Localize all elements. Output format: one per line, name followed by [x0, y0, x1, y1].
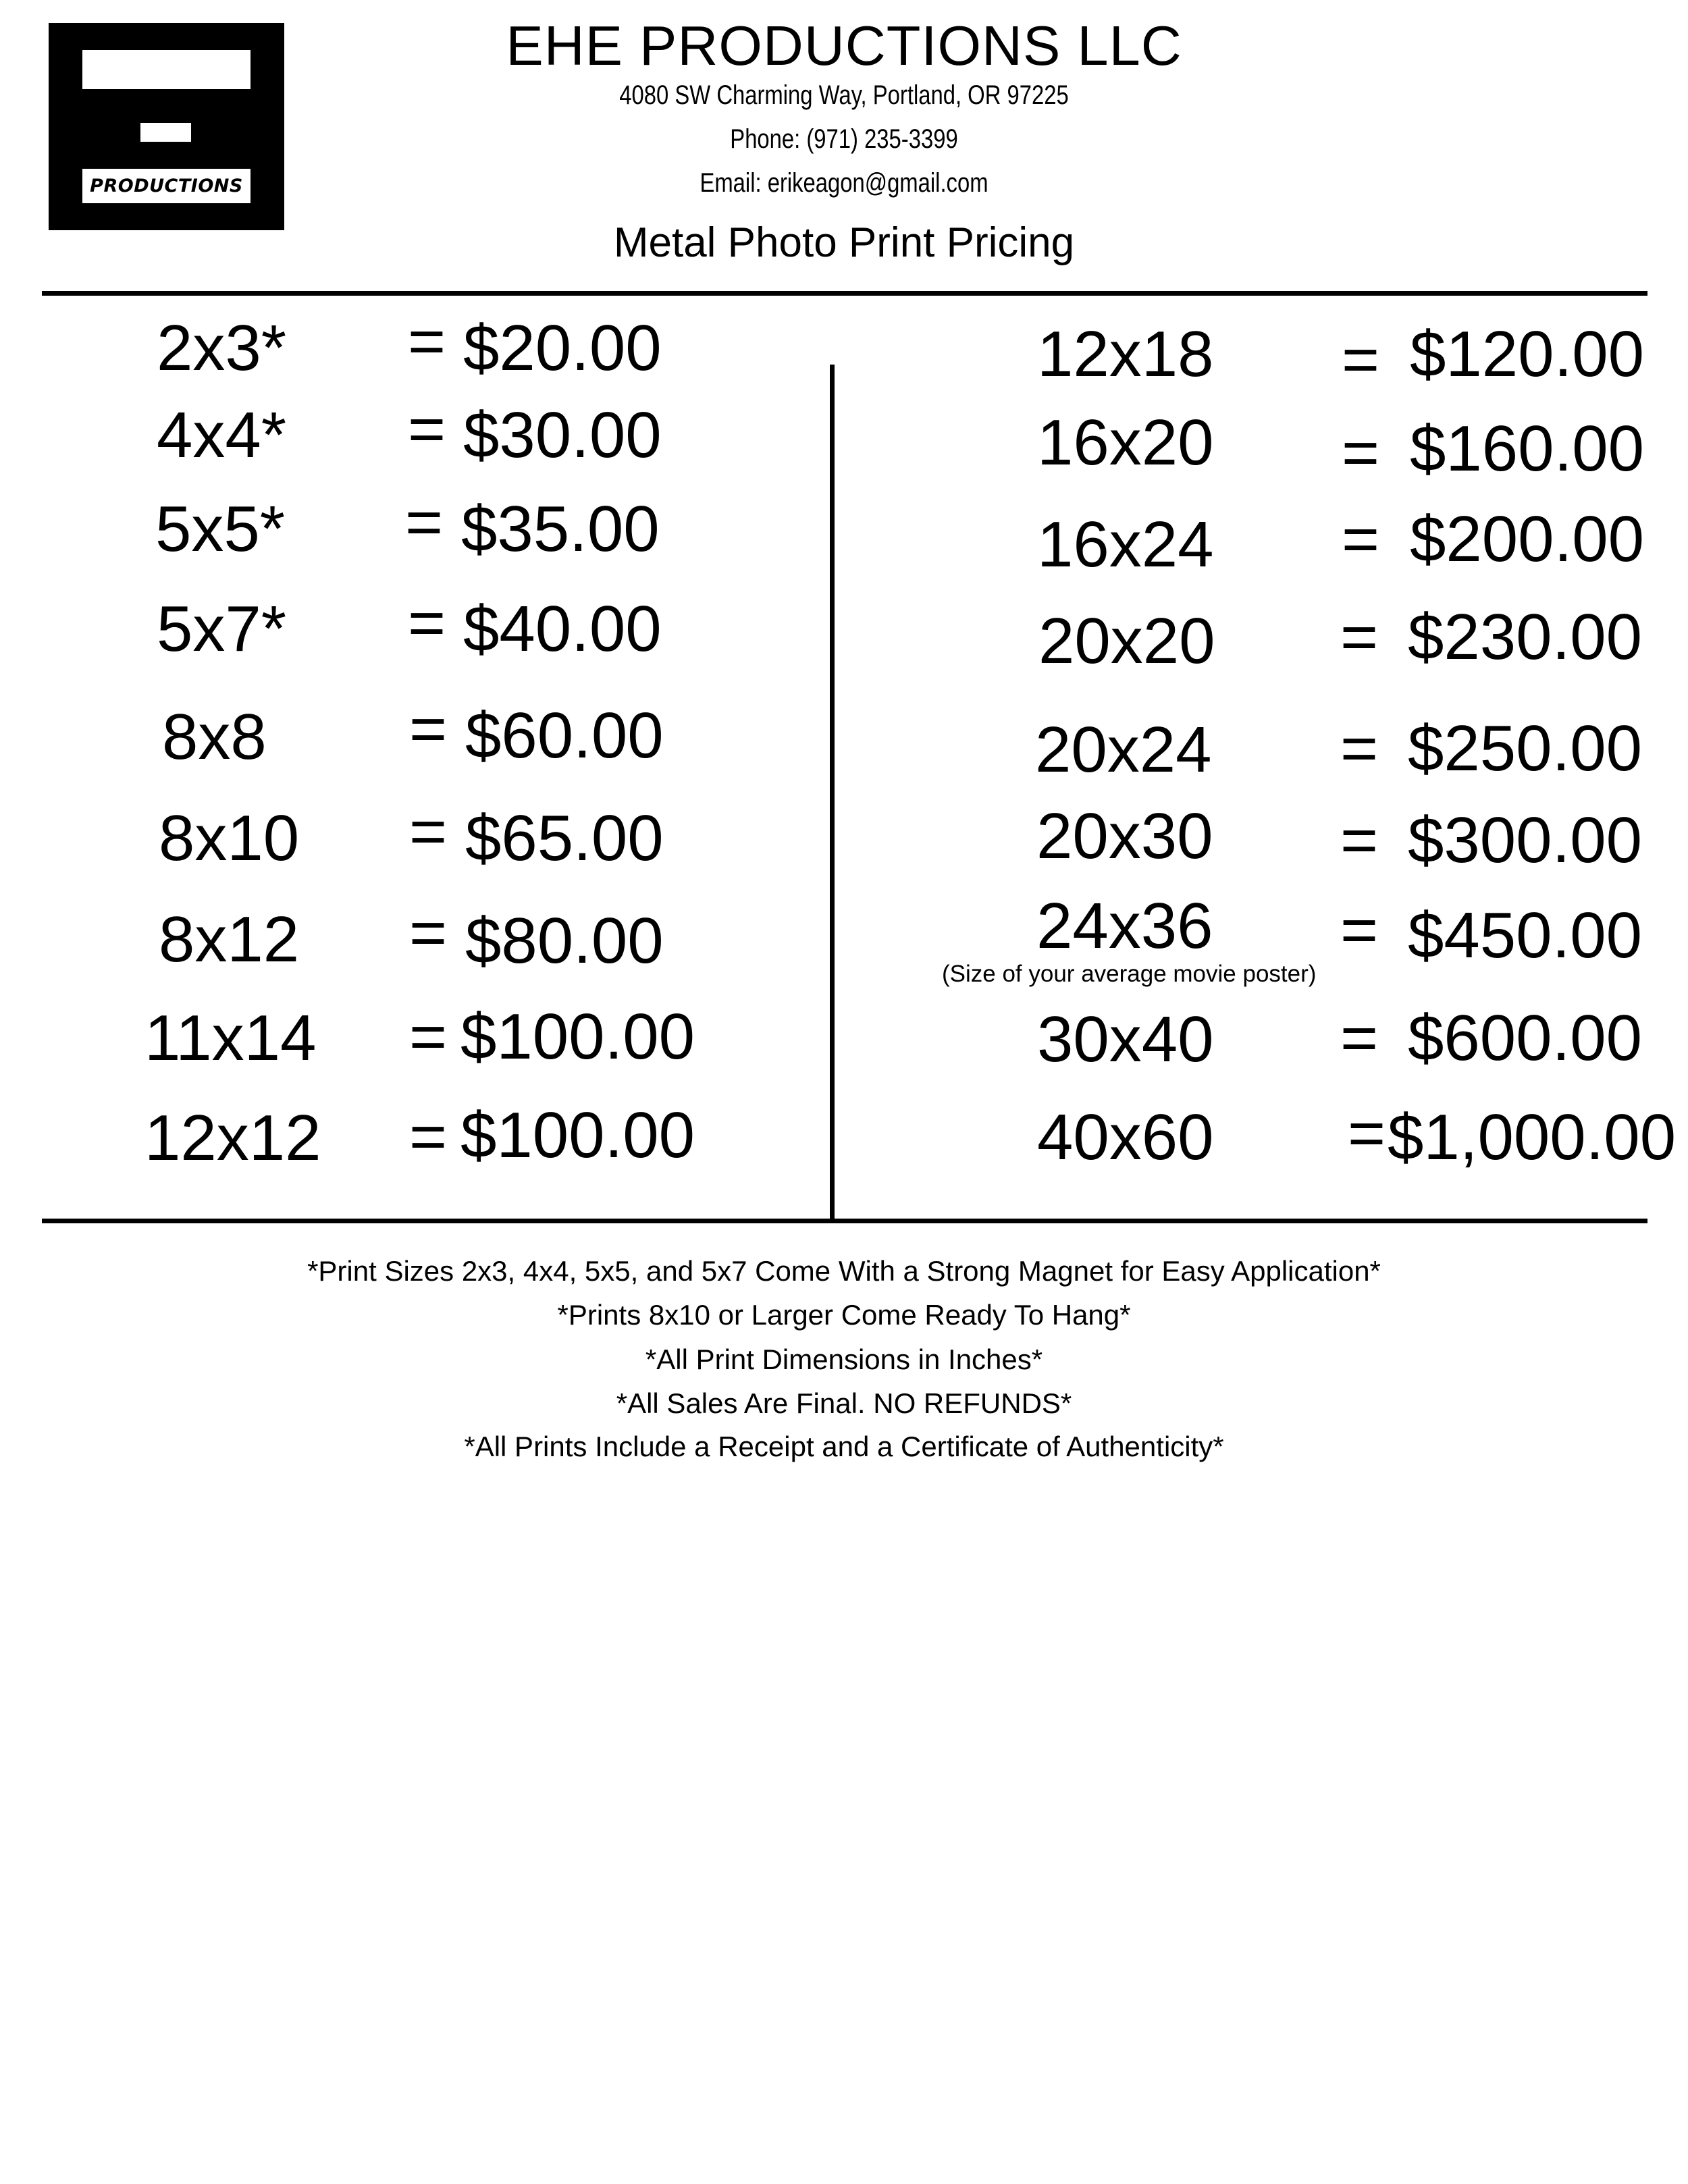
size-label: 12x18	[1037, 318, 1214, 390]
logo-notch	[140, 123, 191, 142]
equals-sign: =	[1340, 601, 1379, 673]
footer-note: *Print Sizes 2x3, 4x4, 5x5, and 5x7 Come With a Strong Magnet for Easy Application*	[307, 1255, 1381, 1287]
price-value: $230.00	[1408, 601, 1643, 673]
top-divider	[42, 291, 1647, 296]
size-label: 4x4*	[157, 399, 287, 471]
company-phone: Phone: (971) 235-3399	[730, 124, 958, 154]
equals-sign: =	[409, 897, 448, 969]
size-label: 30x40	[1037, 1003, 1214, 1075]
size-label: 12x12	[144, 1102, 321, 1174]
column-divider	[830, 365, 835, 1219]
size-label: 5x7*	[157, 593, 287, 665]
size-label: 16x20	[1037, 406, 1214, 479]
price-value: $600.00	[1408, 1002, 1643, 1074]
price-value: $120.00	[1410, 318, 1645, 390]
price-value: $60.00	[465, 699, 664, 772]
size-label: 20x24	[1035, 714, 1212, 786]
company-email: Email: erikeagon@gmail.com	[700, 168, 988, 198]
size-label: 40x60	[1037, 1101, 1214, 1173]
price-value: $250.00	[1408, 712, 1643, 784]
equals-sign: =	[1342, 417, 1380, 489]
equals-sign: =	[408, 305, 446, 377]
logo-mark	[82, 50, 250, 203]
price-value: $160.00	[1410, 412, 1645, 485]
price-value: $20.00	[463, 312, 662, 384]
equals-sign: =	[1340, 894, 1379, 966]
equals-sign: =	[1340, 1002, 1379, 1074]
price-value: $65.00	[465, 802, 664, 874]
footer-note: *All Prints Include a Receipt and a Certificate of Authenticity*	[464, 1431, 1224, 1462]
size-label: 24x36	[1036, 890, 1213, 962]
price-value: $200.00	[1410, 503, 1645, 575]
price-value: $1,000.00	[1388, 1101, 1677, 1173]
price-value: $80.00	[465, 905, 664, 977]
equals-sign: =	[1342, 503, 1380, 575]
price-value: $100.00	[460, 1099, 695, 1171]
size-label: 8x8	[162, 701, 267, 773]
page-title: Metal Photo Print Pricing	[613, 219, 1075, 266]
company-logo	[49, 23, 284, 230]
size-label: 20x30	[1036, 800, 1213, 872]
price-value: $30.00	[463, 399, 662, 471]
price-value: $300.00	[1408, 804, 1643, 876]
price-value: $40.00	[463, 593, 662, 665]
size-label: 11x14	[144, 1002, 317, 1074]
equals-sign: =	[409, 693, 448, 765]
size-label: 8x10	[159, 802, 300, 874]
company-address: 4080 SW Charming Way, Portland, OR 97225	[619, 80, 1069, 110]
equals-sign: =	[409, 795, 448, 868]
equals-sign: =	[408, 587, 446, 659]
price-value: $35.00	[461, 493, 660, 565]
equals-sign: =	[409, 1100, 448, 1173]
equals-sign: =	[1340, 804, 1379, 876]
equals-sign: =	[1340, 712, 1379, 784]
equals-sign: =	[1348, 1097, 1386, 1169]
logo-bar	[82, 142, 250, 169]
footer-note: *All Sales Are Final. NO REFUNDS*	[616, 1387, 1072, 1419]
equals-sign: =	[1342, 323, 1380, 396]
footer-note: *All Print Dimensions in Inches*	[645, 1343, 1043, 1375]
equals-sign: =	[405, 486, 444, 558]
bottom-divider	[42, 1219, 1647, 1223]
size-label: 16x24	[1037, 508, 1214, 581]
equals-sign: =	[409, 1001, 448, 1073]
size-label: 2x3*	[157, 312, 287, 384]
price-value: $450.00	[1408, 899, 1643, 971]
size-label: 5x5*	[155, 493, 286, 565]
size-label: 20x20	[1038, 605, 1215, 677]
size-label: 8x12	[159, 903, 300, 976]
size-note: (Size of your average movie poster)	[942, 961, 1317, 987]
equals-sign: =	[408, 393, 446, 465]
logo-text: PRODUCTIONS	[90, 176, 243, 196]
company-name: EHE PRODUCTIONS LLC	[506, 14, 1182, 77]
price-value: $100.00	[460, 1001, 695, 1073]
footer-note: *Prints 8x10 or Larger Come Ready To Hang*	[557, 1299, 1131, 1331]
